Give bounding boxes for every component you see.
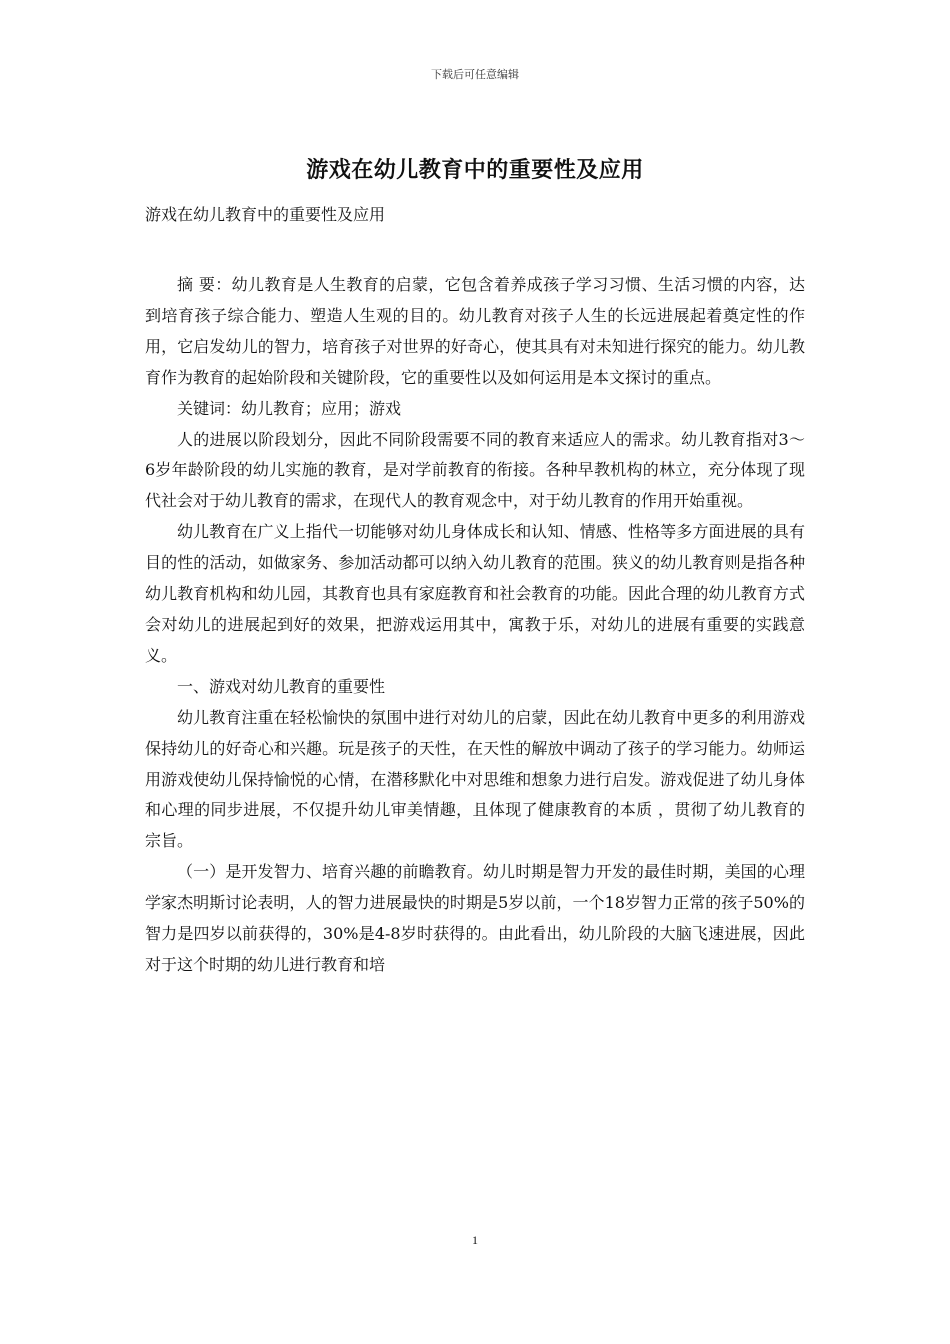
header-note: 下载后可任意编辑 xyxy=(431,68,519,81)
body-paragraph: 幼儿教育注重在轻松愉快的氛围中进行对幼儿的启蒙，因此在幼儿教育中更多的利用游戏保持幼儿的好奇心和兴趣。玩是孩子的天性，在天性的解放中调动了孩子的学习能力。幼师运用游戏使幼儿保持愉悦的心情，在潜移默化中对思维和想象力进行启发。游戏促进了幼儿身体和心理的同步进展，不仅提升幼儿审美情趣，且体现了健康教育的本质 ，贯彻了幼儿教育的宗旨。 xyxy=(145,707,805,851)
keywords-paragraph: 关键词：幼儿教育；应用；游戏 xyxy=(177,398,402,418)
abstract-paragraph: 摘 要：幼儿教育是人生教育的启蒙，它包含着养成孩子学习习惯、生活习惯的内容，达到培育孩子综合能力、塑造人生观的目的。幼儿教育对孩子人生的长远进展起着奠定性的作用，它启发幼儿的智力，培育孩子对世界的好奇心，使其具有对未知进行探究的能力。幼儿教育作为教育的起始阶段和关键阶段，它的重要性以及如何运用是本文探讨的重点。 xyxy=(145,275,805,387)
section-heading: 一、游戏对幼儿教育的重要性 xyxy=(177,676,386,696)
body-paragraph: （一）是开发智力、培育兴趣的前瞻教育。幼儿时期是智力开发的最佳时期，美国的心理学家杰明斯讨论表明，人的智力进展最快的时期是5岁以前，一个18岁智力正常的孩子50%的智力是四岁以前获得的，30%是4-8岁时获得的。由此看出，幼儿阶段的大脑飞速进展，因此对于这个时期的幼儿进行教育和培 xyxy=(145,862,805,974)
page-number: 1 xyxy=(472,1233,478,1247)
document-title: 游戏在幼儿教育中的重要性及应用 xyxy=(306,158,644,183)
body-paragraph: 幼儿教育在广义上指代一切能够对幼儿身体成长和认知、情感、性格等多方面进展的具有目的性的活动，如做家务、参加活动都可以纳入幼儿教育的范围。狭义的幼儿教育则是指各种幼儿教育机构和幼儿园，其教育也具有家庭教育和社会教育的功能。因此合理的幼儿教育方式会对幼儿的进展起到好的效果，把游戏运用其中，寓教于乐，对幼儿的进展有重要的实践意义。 xyxy=(145,522,805,665)
body-paragraph: 人的进展以阶段划分，因此不同阶段需要不同的教育来适应人的需求。幼儿教育指对3～6岁年龄阶段的幼儿实施的教育，是对学前教育的衔接。各种早教机构的林立，充分体现了现代社会对于幼儿教育的需求，在现代人的教育观念中，对于幼儿教育的作用开始重视。 xyxy=(145,429,805,511)
document-body xyxy=(145,270,805,981)
document-subtitle: 游戏在幼儿教育中的重要性及应用 xyxy=(145,205,386,224)
